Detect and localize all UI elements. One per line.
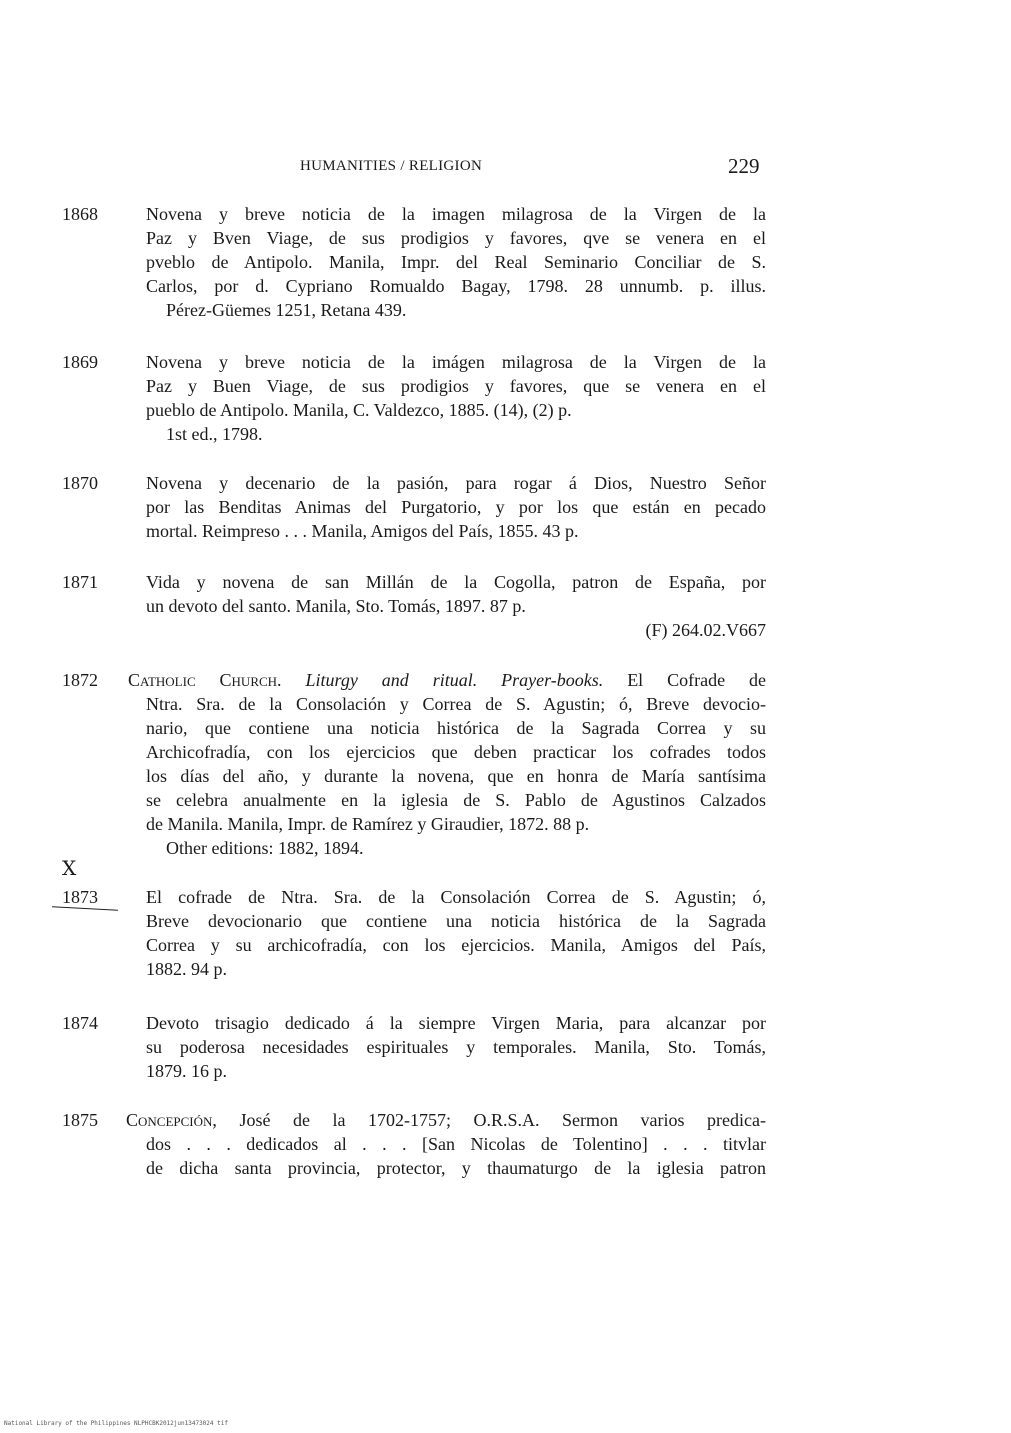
entry-text-continued bbox=[146, 1132, 766, 1180]
entry-text bbox=[146, 471, 766, 543]
entry-line: 1882. 94 p. bbox=[146, 959, 227, 979]
entry-line: 1879. 16 p. bbox=[146, 1061, 227, 1081]
entry-line: dos . . . dedicados al . . . [San Nicolas de Tolentino] . . . titvlar bbox=[146, 1134, 766, 1154]
entry-line: Novena y breve noticia de la imágen milagrosa de la Virgen de la bbox=[146, 352, 766, 372]
entry-note: Pérez-Güemes 1251, Retana 439. bbox=[166, 300, 407, 320]
entry-line: un devoto del santo. Manila, Sto. Tomás, 1897. 87 p. bbox=[146, 596, 526, 616]
entry-number: 1869 bbox=[62, 352, 98, 372]
entry-line: Carlos, por d. Cypriano Romualdo Bagay, 1798. 28 unnumb. p. illus. bbox=[146, 276, 766, 296]
entry-text bbox=[146, 350, 766, 446]
entry-text bbox=[126, 1108, 766, 1132]
entry-note: 1st ed., 1798. bbox=[166, 424, 263, 444]
entry-line: mortal. Reimpreso . . . Manila, Amigos del País, 1855. 43 p. bbox=[146, 521, 579, 541]
handwritten-mark: X bbox=[62, 856, 77, 880]
entry-text bbox=[146, 1011, 766, 1083]
entry-number: 1874 bbox=[62, 1013, 98, 1033]
entry-line: su poderosa necesidades espirituales y temporales. Manila, Sto. Tomás, bbox=[146, 1037, 766, 1057]
entry-line: por las Benditas Animas del Purgatorio, y por los que están en pecado bbox=[146, 497, 766, 517]
entry-line: nario, que contiene una noticia histórica de la Sagrada Correa y su bbox=[146, 718, 766, 738]
entry-title-start: El Cofrade de bbox=[627, 670, 767, 690]
entry-line: Devoto trisagio dedicado á la siempre Virgen Maria, para alcanzar por bbox=[146, 1013, 766, 1033]
entry-text bbox=[146, 570, 766, 642]
entry-line: Ntra. Sra. de la Consolación y Correa de S. Agustin; ó, Breve devocio- bbox=[146, 694, 766, 714]
entry-heading-line bbox=[128, 668, 766, 692]
entry-line: Breve devocionario que contiene una noticia histórica de la Sagrada bbox=[146, 911, 766, 931]
call-number: (F) 264.02.V667 bbox=[645, 620, 766, 640]
entry-text bbox=[146, 885, 766, 981]
entry-text bbox=[146, 202, 766, 322]
page-number: 229 bbox=[728, 154, 760, 178]
entry-line: El cofrade de Ntra. Sra. de la Consolación Correa de S. Agustin; ó, bbox=[146, 887, 766, 907]
entry-line: pveblo de Antipolo. Manila, Impr. del Real Seminario Conciliar de S. bbox=[146, 252, 766, 272]
entry-heading-line bbox=[126, 1108, 766, 1132]
scan-footer: National Library of the Philippines NLPHCBK2012jun13473024 tif bbox=[4, 1420, 228, 1427]
entry-text-continued bbox=[146, 692, 766, 860]
entry-title-start: José de la 1702-1757; O.R.S.A. Sermon varios predica- bbox=[239, 1110, 767, 1130]
entry-number: 1868 bbox=[62, 204, 98, 224]
entry-line: Paz y Buen Viage, de sus prodigios y favores, que se venera en el bbox=[146, 376, 766, 396]
entry-line: Novena y decenario de la pasión, para rogar á Dios, Nuestro Señor bbox=[146, 473, 766, 493]
entry-line: Paz y Bven Viage, de sus prodigios y favores, qve se venera en el bbox=[146, 228, 766, 248]
entry-text bbox=[128, 668, 766, 692]
running-head: HUMANITIES / RELIGION bbox=[300, 158, 483, 174]
entry-line: Novena y breve noticia de la imagen milagrosa de la Virgen de la bbox=[146, 204, 766, 224]
entry-line: Archicofradía, con los ejercicios que deben practicar los cofrades todos bbox=[146, 742, 766, 762]
entry-line: de dicha santa provincia, protector, y thaumaturgo de la iglesia patron bbox=[146, 1158, 766, 1178]
entry-number: 1875 bbox=[62, 1110, 98, 1130]
entry-line: Correa y su archicofradía, con los ejercicios. Manila, Amigos del País, bbox=[146, 935, 766, 955]
entry-note: Other editions: 1882, 1894. bbox=[166, 838, 364, 858]
entry-number: 1870 bbox=[62, 473, 98, 493]
entry-line: de Manila. Manila, Impr. de Ramírez y Giraudier, 1872. 88 p. bbox=[146, 814, 590, 834]
entry-heading: Concepción, bbox=[126, 1110, 217, 1130]
entry-heading: Catholic Church. bbox=[128, 670, 282, 690]
entry-number: 1871 bbox=[62, 572, 98, 592]
entry-line: Vida y novena de san Millán de la Cogolla, patron de España, por bbox=[146, 572, 766, 592]
entry-line: los días del año, y durante la novena, que en honra de María santísima bbox=[146, 766, 766, 786]
entry-subject: Liturgy and ritual. Prayer-books. bbox=[305, 670, 604, 690]
entry-line: se celebra anualmente en la iglesia de S. Pablo de Agustinos Calzados bbox=[146, 790, 766, 810]
entry-number: 1873 bbox=[62, 887, 98, 907]
entry-number: 1872 bbox=[62, 670, 98, 690]
entry-line: pueblo de Antipolo. Manila, C. Valdezco, 1885. (14), (2) p. bbox=[146, 400, 572, 420]
